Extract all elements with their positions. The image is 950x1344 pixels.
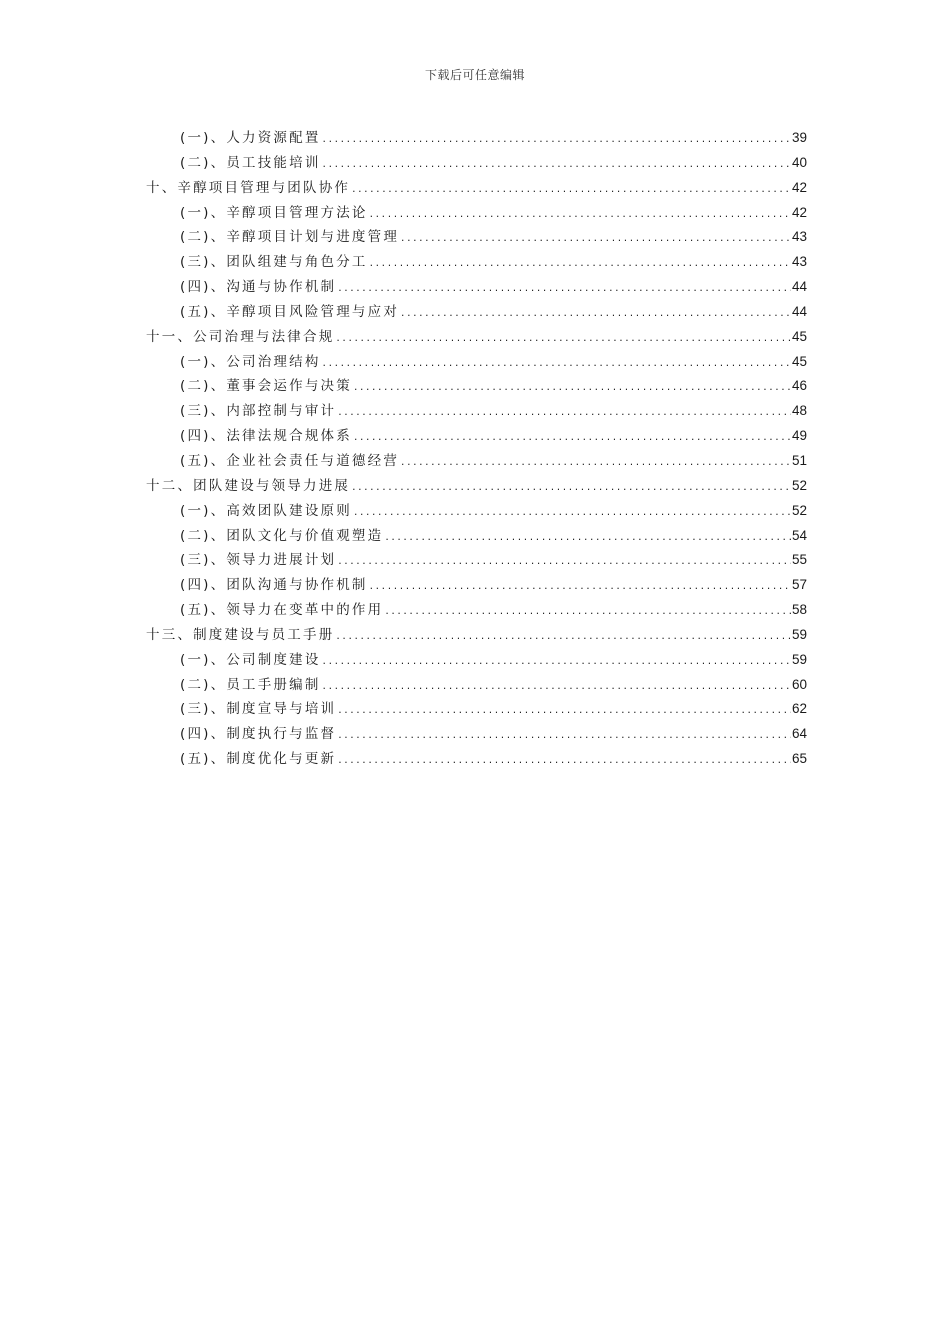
toc-page-number: 65	[791, 751, 807, 767]
toc-entry-label: (五)、制度优化与更新	[180, 751, 337, 768]
toc-section-entry[interactable]	[146, 499, 807, 524]
toc-page-number: 57	[791, 577, 807, 593]
toc-section-entry[interactable]	[146, 673, 807, 698]
toc-chapter-entry[interactable]	[146, 474, 807, 499]
toc-entry-label: (五)、企业社会责任与道德经营	[180, 452, 400, 469]
toc-section-entry[interactable]	[146, 697, 807, 722]
toc-chapter-entry[interactable]	[146, 623, 807, 648]
toc-page-number: 44	[791, 303, 807, 319]
toc-section-entry[interactable]	[146, 300, 807, 325]
toc-entry-label: (四)、制度执行与监督	[180, 726, 337, 743]
toc-page-number: 52	[791, 477, 807, 493]
toc-entry-label: (四)、法律法规合规体系	[180, 428, 352, 445]
toc-section-entry[interactable]	[146, 126, 807, 151]
toc-section-entry[interactable]	[146, 548, 807, 573]
toc-entry-label: (三)、制度宣导与培训	[180, 701, 337, 718]
toc-dot-leader	[322, 650, 791, 675]
toc-dot-leader	[335, 327, 791, 352]
toc-dot-leader	[353, 501, 791, 526]
toc-section-entry[interactable]	[146, 648, 807, 673]
toc-section-entry[interactable]	[146, 598, 807, 623]
toc-page-number: 44	[791, 279, 807, 295]
toc-section-entry[interactable]	[146, 250, 807, 275]
toc-entry-label: 十二、团队建设与领导力进展	[146, 477, 351, 494]
toc-page-number: 42	[791, 179, 807, 195]
toc-page-number: 60	[791, 676, 807, 692]
toc-section-entry[interactable]	[146, 350, 807, 375]
toc-dot-leader	[322, 352, 791, 377]
toc-entry-label: (一)、公司治理结构	[180, 353, 321, 370]
toc-section-entry[interactable]	[146, 374, 807, 399]
page-header: 下载后可任意编辑	[424, 68, 525, 82]
toc-page-number: 45	[791, 353, 807, 369]
toc-entry-label: (一)、高效团队建设原则	[180, 502, 352, 519]
toc-page-number: 58	[791, 602, 807, 618]
toc-entry-label: (四)、沟通与协作机制	[180, 279, 337, 296]
toc-dot-leader	[337, 749, 791, 774]
toc-chapter-entry[interactable]	[146, 325, 807, 350]
toc-dot-leader	[337, 550, 791, 575]
toc-entry-label: (一)、公司制度建设	[180, 651, 321, 668]
toc-entry-label: (二)、员工技能培训	[180, 154, 321, 171]
toc-dot-leader	[400, 227, 791, 252]
toc-entry-label: (五)、辛醇项目风险管理与应对	[180, 303, 400, 320]
toc-section-entry[interactable]	[146, 399, 807, 424]
toc-chapter-entry[interactable]	[146, 176, 807, 201]
toc-entry-label: (三)、内部控制与审计	[180, 403, 337, 420]
toc-dot-leader	[384, 600, 791, 625]
toc-section-entry[interactable]	[146, 747, 807, 772]
toc-entry-label: (二)、董事会运作与决策	[180, 378, 352, 395]
toc-entry-label: (三)、领导力进展计划	[180, 552, 337, 569]
toc-dot-leader	[337, 699, 791, 724]
toc-dot-leader	[369, 203, 791, 228]
toc-entry-label: (二)、员工手册编制	[180, 676, 321, 693]
toc-dot-leader	[384, 526, 791, 551]
toc-page-number: 43	[791, 229, 807, 245]
toc-page-number: 51	[791, 452, 807, 468]
toc-page-number: 45	[791, 328, 807, 344]
toc-section-entry[interactable]	[146, 722, 807, 747]
toc-dot-leader	[369, 252, 791, 277]
toc-section-entry[interactable]	[146, 524, 807, 549]
toc-dot-leader	[337, 724, 791, 749]
toc-entry-label: (一)、人力资源配置	[180, 130, 321, 146]
toc-dot-leader	[337, 401, 791, 426]
toc-page-number: 48	[791, 403, 807, 419]
toc-page-number: 59	[791, 626, 807, 642]
toc-dot-leader	[353, 426, 791, 451]
toc-page-number: 54	[791, 527, 807, 543]
toc-entry-label: (四)、团队沟通与协作机制	[180, 577, 368, 594]
toc-entry-label: (五)、领导力在变革中的作用	[180, 602, 384, 619]
toc-dot-leader	[322, 153, 791, 178]
toc-dot-leader	[353, 376, 791, 401]
toc-dot-leader	[351, 178, 791, 203]
toc-entry-label: 十、辛醇项目管理与团队协作	[146, 179, 351, 196]
toc-dot-leader	[351, 476, 791, 501]
toc-section-entry[interactable]	[146, 275, 807, 300]
toc-entry-label: 十三、制度建设与员工手册	[146, 626, 335, 643]
toc-section-entry[interactable]	[146, 201, 807, 226]
toc-dot-leader	[369, 575, 791, 600]
toc-page-number: 55	[791, 552, 807, 568]
toc-dot-leader	[322, 675, 791, 700]
toc-entry-label: 十一、公司治理与法律合规	[146, 328, 335, 345]
toc-page-number: 39	[791, 130, 807, 145]
toc-section-entry[interactable]	[146, 225, 807, 250]
toc-page-number: 46	[791, 378, 807, 394]
toc-page-number: 62	[791, 701, 807, 717]
toc-section-entry[interactable]	[146, 573, 807, 598]
toc-page-number: 40	[791, 154, 807, 170]
toc-dot-leader	[335, 625, 791, 650]
table-of-contents	[146, 126, 807, 772]
toc-section-entry[interactable]	[146, 424, 807, 449]
toc-entry-label: (一)、辛醇项目管理方法论	[180, 204, 368, 221]
toc-entry-label: (二)、团队文化与价值观塑造	[180, 527, 384, 544]
toc-page-number: 42	[791, 204, 807, 220]
toc-dot-leader	[337, 277, 791, 302]
toc-dot-leader	[400, 302, 791, 327]
toc-page-number: 49	[791, 428, 807, 444]
toc-page-number: 43	[791, 254, 807, 270]
toc-section-entry[interactable]	[146, 449, 807, 474]
toc-page-number: 59	[791, 651, 807, 667]
toc-dot-leader	[400, 451, 791, 476]
toc-page-number: 64	[791, 726, 807, 742]
toc-entry-label: (二)、辛醇项目计划与进度管理	[180, 229, 400, 246]
toc-section-entry[interactable]	[146, 151, 807, 176]
toc-page-number: 52	[791, 502, 807, 518]
toc-dot-leader	[322, 128, 791, 153]
toc-entry-label: (三)、团队组建与角色分工	[180, 254, 368, 271]
